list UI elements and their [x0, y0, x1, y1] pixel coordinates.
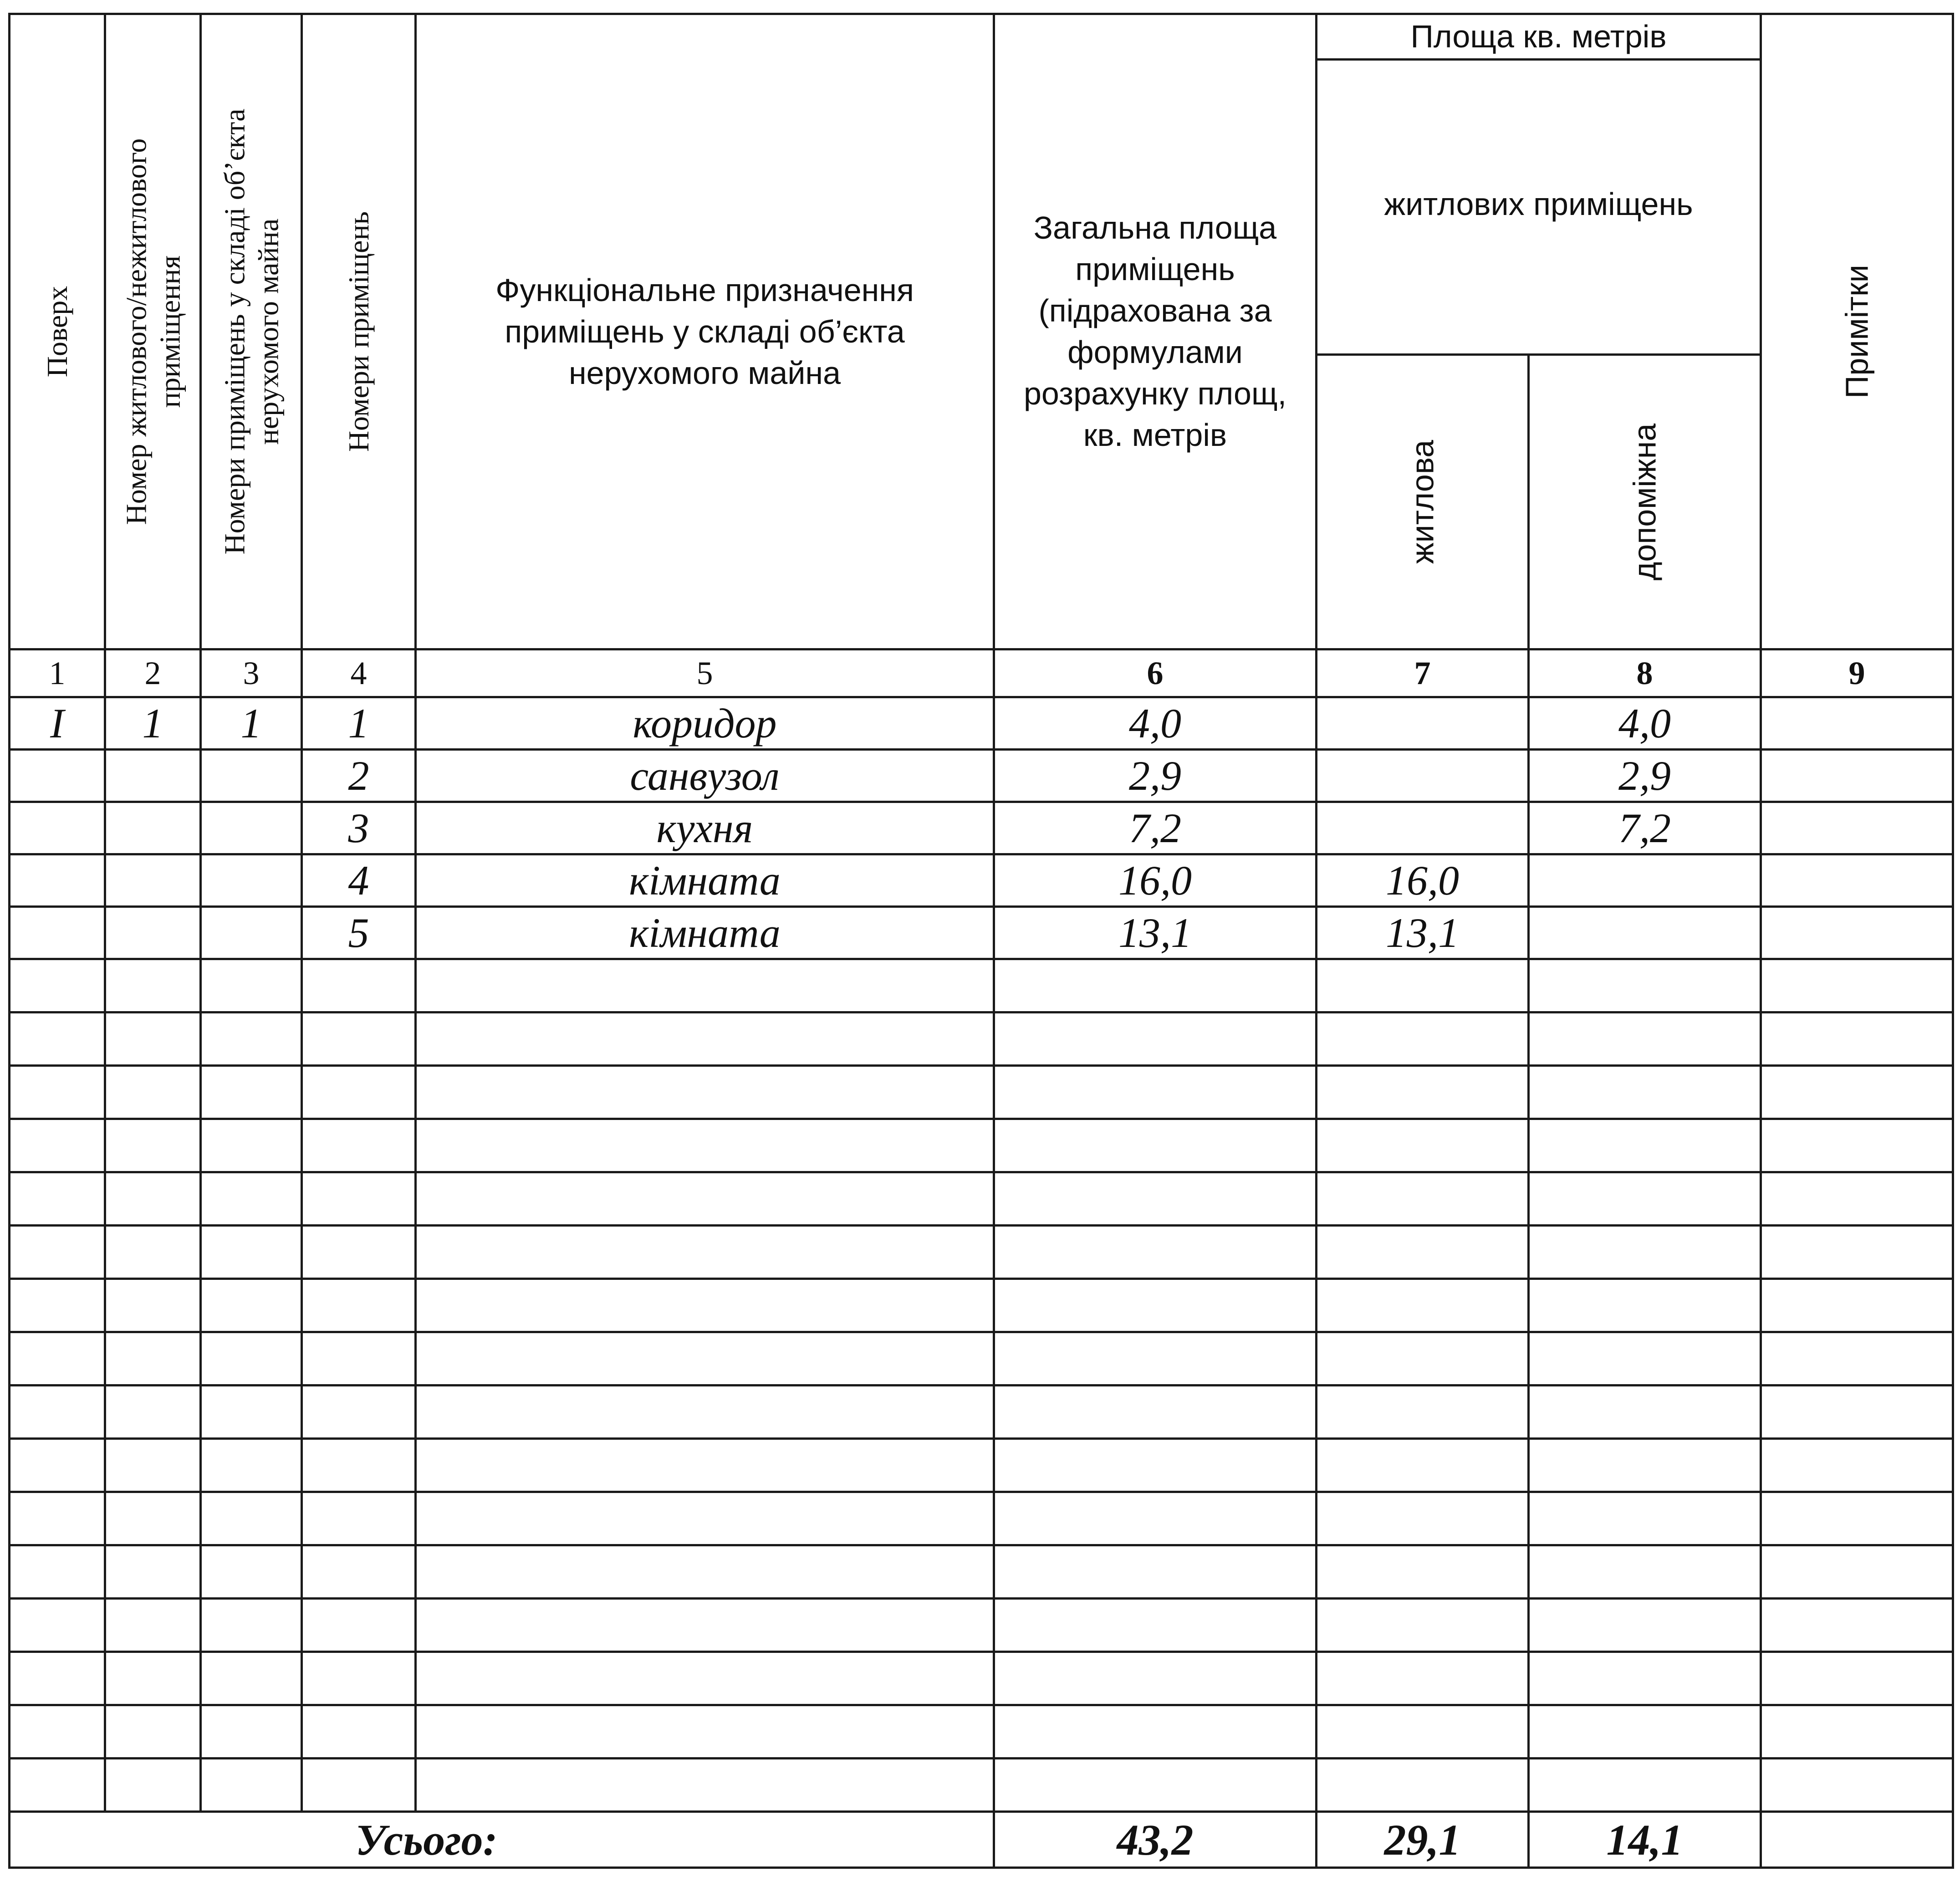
cell-notes: [1761, 907, 1953, 959]
cell-living: [1317, 750, 1529, 802]
empty-cell: [10, 1332, 105, 1386]
empty-cell: [201, 1226, 302, 1279]
empty-cell: [994, 1492, 1317, 1545]
empty-cell: [10, 1759, 105, 1812]
empty-cell: [302, 1119, 416, 1172]
empty-cell: [1529, 1492, 1761, 1545]
empty-cell: [201, 1705, 302, 1759]
empty-cell: [105, 1226, 201, 1279]
empty-cell: [10, 1279, 105, 1332]
empty-cell: [1317, 1386, 1529, 1439]
empty-row: [10, 1492, 1953, 1545]
empty-cell: [1761, 1652, 1953, 1705]
empty-cell: [201, 1279, 302, 1332]
cell-total: 13,1: [994, 907, 1317, 959]
empty-cell: [302, 1332, 416, 1386]
empty-cell: [10, 1386, 105, 1439]
empty-cell: [1317, 1119, 1529, 1172]
cell-auxiliary: 7,2: [1529, 802, 1761, 854]
empty-cell: [1529, 1332, 1761, 1386]
empty-cell: [1529, 1759, 1761, 1812]
table-row: [10, 802, 1953, 854]
empty-cell: [105, 1119, 201, 1172]
header-residential-group: житлових приміщень: [1317, 60, 1761, 354]
header-area-group: Площа кв. метрів: [1317, 14, 1761, 60]
empty-cell: [1761, 1066, 1953, 1119]
empty-cell: [1529, 1386, 1761, 1439]
empty-cell: [201, 1652, 302, 1705]
empty-cell: [10, 1492, 105, 1545]
empty-cell: [416, 1705, 994, 1759]
empty-cell: [416, 1012, 994, 1066]
column-number: 3: [201, 649, 302, 697]
empty-cell: [1529, 1172, 1761, 1226]
empty-cell: [1317, 1545, 1529, 1599]
column-number: 7: [1317, 649, 1529, 697]
empty-cell: [1761, 1172, 1953, 1226]
column-number: 5: [416, 649, 994, 697]
empty-cell: [1529, 1066, 1761, 1119]
empty-cell: [105, 1172, 201, 1226]
empty-row: [10, 1545, 1953, 1599]
empty-cell: [1529, 1652, 1761, 1705]
total-notes: [1761, 1812, 1953, 1868]
empty-cell: [302, 1386, 416, 1439]
cell-living: 13,1: [1317, 907, 1529, 959]
empty-cell: [416, 1492, 994, 1545]
cell-notes: [1761, 802, 1953, 854]
cell-total: 16,0: [994, 854, 1317, 907]
empty-cell: [994, 1705, 1317, 1759]
cell-unit: [105, 907, 201, 959]
cell-auxiliary: 2,9: [1529, 750, 1761, 802]
empty-cell: [105, 1599, 201, 1652]
empty-row: [10, 1172, 1953, 1226]
empty-cell: [994, 959, 1317, 1012]
empty-cell: [416, 1172, 994, 1226]
cell-auxiliary: 4,0: [1529, 697, 1761, 750]
total-label: Усього:: [10, 1812, 994, 1868]
empty-cell: [994, 1386, 1317, 1439]
empty-cell: [1317, 1012, 1529, 1066]
total-auxiliary-sum: 14,1: [1529, 1812, 1761, 1868]
empty-cell: [201, 1386, 302, 1439]
empty-cell: [302, 1599, 416, 1652]
empty-cell: [1317, 1439, 1529, 1492]
empty-cell: [302, 1439, 416, 1492]
empty-row: [10, 1119, 1953, 1172]
empty-cell: [10, 1066, 105, 1119]
cell-floor: [10, 854, 105, 907]
empty-cell: [994, 1652, 1317, 1705]
column-number: 9: [1761, 649, 1953, 697]
header-floor: Поверх: [10, 14, 105, 649]
empty-cell: [994, 1599, 1317, 1652]
empty-cell: [1761, 1119, 1953, 1172]
empty-cell: [416, 1759, 994, 1812]
empty-cell: [994, 1439, 1317, 1492]
empty-cell: [302, 1226, 416, 1279]
cell-living: [1317, 802, 1529, 854]
empty-cell: [416, 1119, 994, 1172]
header-auxiliary: допоміжна: [1529, 354, 1761, 649]
cell-object-room: [201, 802, 302, 854]
cell-floor: [10, 907, 105, 959]
table-row: [10, 854, 1953, 907]
column-number-row: [10, 649, 1953, 697]
empty-cell: [105, 1386, 201, 1439]
empty-cell: [105, 1066, 201, 1119]
empty-cell: [1317, 1066, 1529, 1119]
empty-cell: [1317, 959, 1529, 1012]
empty-cell: [994, 1119, 1317, 1172]
empty-cell: [201, 1119, 302, 1172]
cell-unit: 1: [105, 697, 201, 750]
cell-function: кухня: [416, 802, 994, 854]
empty-cell: [302, 1759, 416, 1812]
cell-auxiliary: [1529, 854, 1761, 907]
cell-total: 7,2: [994, 802, 1317, 854]
empty-cell: [1761, 1279, 1953, 1332]
cell-notes: [1761, 697, 1953, 750]
empty-row: [10, 1332, 1953, 1386]
empty-cell: [1317, 1759, 1529, 1812]
empty-row: [10, 1599, 1953, 1652]
empty-row: [10, 1705, 1953, 1759]
empty-row: [10, 1066, 1953, 1119]
cell-living: 16,0: [1317, 854, 1529, 907]
empty-cell: [10, 1439, 105, 1492]
empty-cell: [1761, 1012, 1953, 1066]
column-number: 8: [1529, 649, 1761, 697]
empty-cell: [416, 1279, 994, 1332]
empty-cell: [10, 1545, 105, 1599]
empty-cell: [302, 1279, 416, 1332]
empty-cell: [201, 1599, 302, 1652]
header-function: Функціональне призначення приміщень у складі об’єкта нерухомого майна: [416, 14, 994, 649]
empty-cell: [105, 1492, 201, 1545]
column-number: 2: [105, 649, 201, 697]
empty-cell: [994, 1545, 1317, 1599]
empty-cell: [10, 1652, 105, 1705]
cell-total: 4,0: [994, 697, 1317, 750]
empty-cell: [1529, 959, 1761, 1012]
empty-cell: [1761, 1759, 1953, 1812]
cell-function: санвузол: [416, 750, 994, 802]
empty-cell: [302, 1652, 416, 1705]
empty-cell: [302, 1705, 416, 1759]
empty-cell: [10, 1012, 105, 1066]
empty-cell: [994, 1226, 1317, 1279]
header-room-numbers-in-object: Номери приміщень у складі об’єкта нерухомого майна: [201, 14, 302, 649]
empty-cell: [105, 1439, 201, 1492]
empty-cell: [302, 959, 416, 1012]
empty-cell: [416, 1545, 994, 1599]
cell-total: 2,9: [994, 750, 1317, 802]
column-number: 6: [994, 649, 1317, 697]
empty-row: [10, 1652, 1953, 1705]
empty-cell: [105, 1759, 201, 1812]
empty-cell: [105, 1705, 201, 1759]
cell-function: коридор: [416, 697, 994, 750]
empty-cell: [302, 1066, 416, 1119]
empty-cell: [302, 1492, 416, 1545]
header-living: житлова: [1317, 354, 1529, 649]
empty-cell: [1317, 1492, 1529, 1545]
empty-cell: [1529, 1279, 1761, 1332]
empty-cell: [10, 1226, 105, 1279]
empty-cell: [1761, 1226, 1953, 1279]
empty-row: [10, 1759, 1953, 1812]
empty-cell: [201, 1545, 302, 1599]
empty-cell: [416, 1066, 994, 1119]
empty-cell: [994, 1332, 1317, 1386]
empty-cell: [1317, 1652, 1529, 1705]
cell-floor: [10, 750, 105, 802]
empty-cell: [10, 1599, 105, 1652]
column-number: 1: [10, 649, 105, 697]
empty-cell: [994, 1066, 1317, 1119]
cell-auxiliary: [1529, 907, 1761, 959]
cell-unit: [105, 854, 201, 907]
empty-cell: [1761, 1439, 1953, 1492]
empty-cell: [1317, 1172, 1529, 1226]
cell-notes: [1761, 854, 1953, 907]
empty-cell: [105, 1279, 201, 1332]
empty-cell: [416, 1652, 994, 1705]
cell-room: 2: [302, 750, 416, 802]
room-area-table: [8, 13, 1954, 1869]
cell-function: кімната: [416, 854, 994, 907]
header-room-numbers: Номери приміщень: [302, 14, 416, 649]
empty-cell: [994, 1172, 1317, 1226]
empty-row: [10, 1012, 1953, 1066]
empty-row: [10, 1226, 1953, 1279]
total-row: [10, 1812, 1953, 1868]
header-unit-number: Номер житлового/нежитлового приміщення: [105, 14, 201, 649]
empty-row: [10, 1439, 1953, 1492]
table-row: [10, 697, 1953, 750]
empty-cell: [994, 1759, 1317, 1812]
empty-cell: [201, 1012, 302, 1066]
empty-cell: [1529, 1545, 1761, 1599]
empty-cell: [10, 1119, 105, 1172]
empty-cell: [416, 1599, 994, 1652]
empty-cell: [416, 1386, 994, 1439]
cell-floor: I: [10, 697, 105, 750]
empty-cell: [1317, 1279, 1529, 1332]
empty-cell: [1761, 1705, 1953, 1759]
empty-cell: [201, 1492, 302, 1545]
empty-cell: [1529, 1439, 1761, 1492]
empty-cell: [105, 1332, 201, 1386]
cell-room: 1: [302, 697, 416, 750]
empty-cell: [416, 1332, 994, 1386]
empty-cell: [1317, 1599, 1529, 1652]
table-row: [10, 750, 1953, 802]
empty-cell: [201, 1332, 302, 1386]
empty-cell: [1761, 1386, 1953, 1439]
empty-cell: [994, 1279, 1317, 1332]
empty-row: [10, 959, 1953, 1012]
empty-cell: [1317, 1705, 1529, 1759]
cell-object-room: [201, 854, 302, 907]
empty-cell: [302, 1545, 416, 1599]
empty-cell: [201, 1439, 302, 1492]
empty-cell: [1761, 1332, 1953, 1386]
header-total-area: Загальна площа приміщень (підрахована за формулами розрахунку площ, кв. метрів: [994, 14, 1317, 649]
empty-cell: [201, 959, 302, 1012]
empty-cell: [1317, 1226, 1529, 1279]
empty-cell: [105, 1652, 201, 1705]
cell-object-room: [201, 750, 302, 802]
table-row: [10, 907, 1953, 959]
empty-cell: [1761, 1545, 1953, 1599]
empty-cell: [201, 1759, 302, 1812]
empty-row: [10, 1279, 1953, 1332]
empty-cell: [201, 1172, 302, 1226]
header-notes: Примітки: [1761, 14, 1953, 649]
empty-cell: [105, 1545, 201, 1599]
empty-cell: [416, 1226, 994, 1279]
cell-room: 4: [302, 854, 416, 907]
empty-cell: [1317, 1332, 1529, 1386]
empty-cell: [416, 1439, 994, 1492]
empty-cell: [1761, 1599, 1953, 1652]
cell-function: кімната: [416, 907, 994, 959]
cell-room: 3: [302, 802, 416, 854]
empty-cell: [1529, 1226, 1761, 1279]
cell-unit: [105, 750, 201, 802]
cell-room: 5: [302, 907, 416, 959]
column-number: 4: [302, 649, 416, 697]
cell-living: [1317, 697, 1529, 750]
total-living-sum: 29,1: [1317, 1812, 1529, 1868]
empty-cell: [1529, 1012, 1761, 1066]
empty-cell: [10, 1172, 105, 1226]
empty-row: [10, 1386, 1953, 1439]
total-area-sum: 43,2: [994, 1812, 1317, 1868]
empty-cell: [1761, 959, 1953, 1012]
cell-notes: [1761, 750, 1953, 802]
cell-unit: [105, 802, 201, 854]
empty-cell: [416, 959, 994, 1012]
empty-cell: [1529, 1119, 1761, 1172]
empty-cell: [302, 1172, 416, 1226]
empty-cell: [201, 1066, 302, 1119]
cell-object-room: 1: [201, 697, 302, 750]
cell-object-room: [201, 907, 302, 959]
empty-cell: [10, 1705, 105, 1759]
cell-floor: [10, 802, 105, 854]
empty-cell: [105, 959, 201, 1012]
empty-cell: [10, 959, 105, 1012]
empty-cell: [1529, 1599, 1761, 1652]
empty-cell: [105, 1012, 201, 1066]
empty-cell: [994, 1012, 1317, 1066]
empty-cell: [1761, 1492, 1953, 1545]
empty-cell: [1529, 1705, 1761, 1759]
empty-cell: [302, 1012, 416, 1066]
